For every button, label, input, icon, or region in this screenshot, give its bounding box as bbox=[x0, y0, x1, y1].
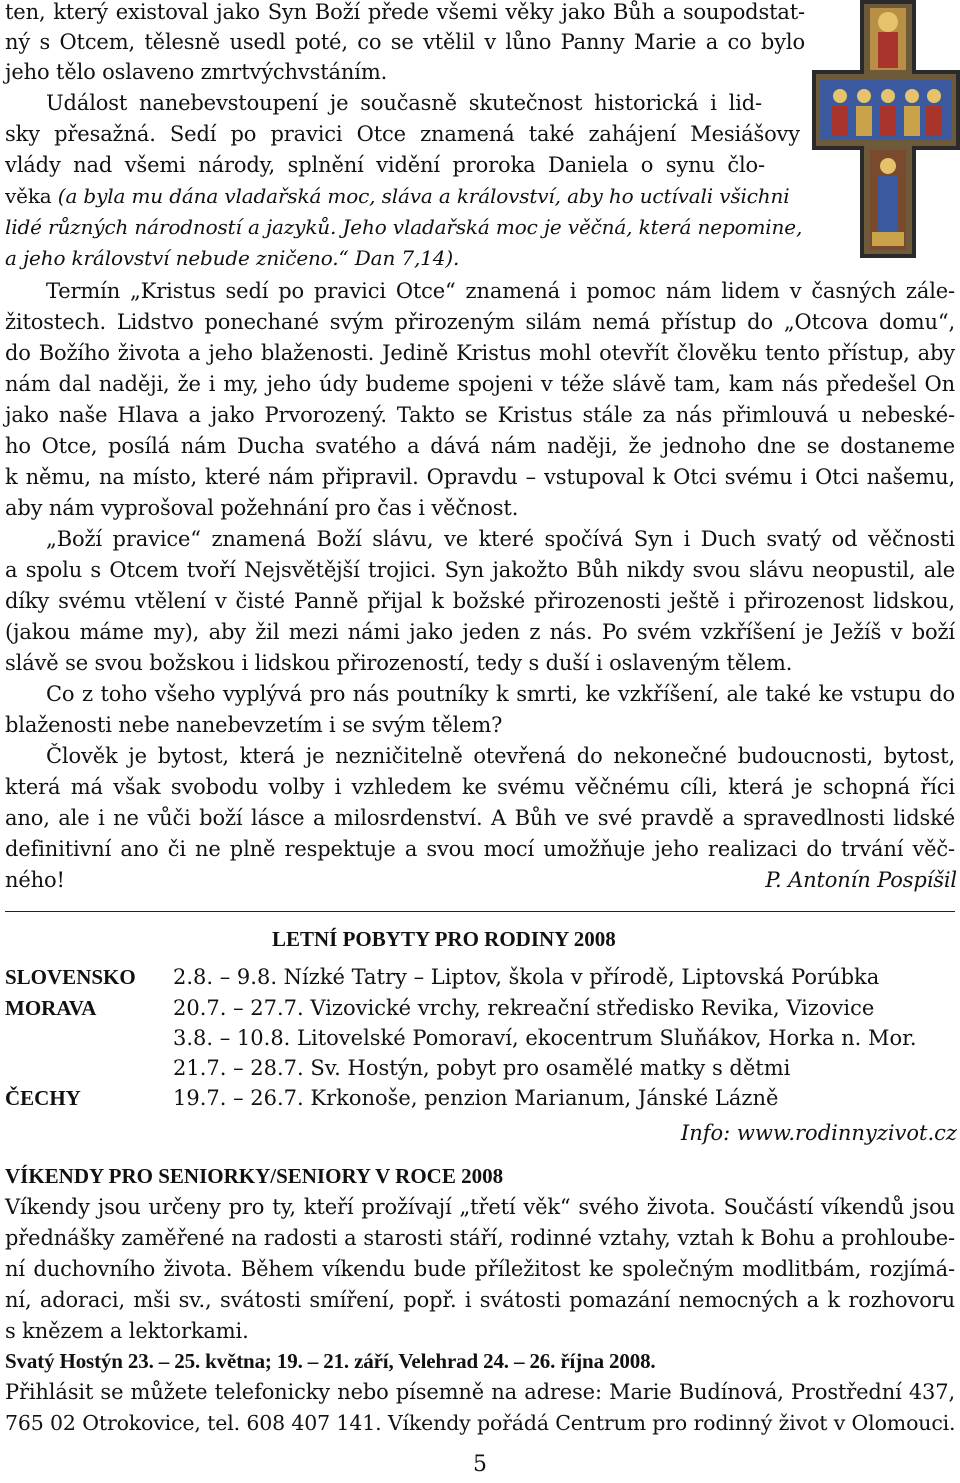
text-fragment: věka bbox=[5, 184, 58, 208]
text-line: Přihlásit se můžete telefonicky nebo písemně na adrese: Marie Budínová, Prostřední 437, bbox=[5, 1380, 955, 1404]
text-line: vlády nad všemi národy, splnění vidění proroka Daniela o synu člo- bbox=[5, 153, 765, 177]
stay-row: 19.7. – 26.7. Krkonoše, penzion Marianum, Jánské Lázně bbox=[173, 1086, 779, 1110]
text-line: a spolu s Otcem tvoří Nejsvětější trojici. Syn jakožto Bůh nikdy svou slávu neopustil, ale bbox=[5, 558, 955, 582]
text-line: blaženosti nebe nanebevzetím i se svým tělem? bbox=[5, 713, 503, 737]
seniors-title: VÍKENDY PRO SENIORKY/SENIORY V ROCE 2008 bbox=[5, 1164, 504, 1188]
text-line: přednášky zaměřené na radosti a starosti stáří, rodinné vztahy, vztah k Bohu a prohloube- bbox=[5, 1226, 955, 1250]
text-line: Co z toho všeho vyplývá pro nás poutníky k smrti, ke vzkříšení, ale také ke vstupu do bbox=[46, 682, 955, 706]
region-label: SLOVENSKO bbox=[5, 965, 136, 989]
info-link[interactable]: Info: www.rodinnyzivot.cz bbox=[680, 1121, 957, 1145]
text-line: nám dal naději, že i my, jeho údy budeme spojeni v téže slávě tam, kam nás předešel On bbox=[5, 372, 955, 396]
text-line: ný s Otcem, tělesně usedl poté, co se vtělil v lůno Panny Marie a co bylo bbox=[5, 30, 805, 54]
text-line: ano, ale i ne vůči boží lásce a milosrdenství. A Bůh ve své pravdě a spravedlnosti lidské bbox=[5, 806, 955, 830]
text-line: aby nám vyprošoval požehnání pro čas i věčnost. bbox=[5, 496, 519, 520]
text-line: Člověk je bytost, která je nezničitelně otevřená do nekonečné budoucnosti, bytost, bbox=[46, 744, 955, 768]
text-line: 765 02 Otrokovice, tel. 608 407 141. Víkendy pořádá Centrum pro rodinný život v Olomouci. bbox=[5, 1411, 956, 1435]
stay-row: 2.8. – 9.8. Nízké Tatry – Liptov, škola v přírodě, Liptovská Porúbka bbox=[173, 965, 880, 989]
text-line: Víkendy jsou určeny pro ty, kteří prožívají „třetí věk“ svého života. Součástí víkendů jsou bbox=[5, 1195, 955, 1219]
quote-line: a jeho království nebude zničeno.“ Dan 7,14). bbox=[5, 246, 460, 270]
seniors-dates: Svatý Hostýn 23. – 25. května; 19. – 21. září, Velehrad 24. – 26. října 2008. bbox=[5, 1349, 656, 1373]
text-line: „Boží pravice“ znamená Boží slávu, ve které spočívá Syn i Duch svatý od věčnosti bbox=[46, 527, 955, 551]
text-line: s knězem a lektorkami. bbox=[5, 1319, 249, 1343]
text-line: definitivní ano či ne plně respektuje a svou mocí umožňuje jeho realizaci do trvání věč- bbox=[5, 837, 955, 861]
text-line: sky přesažná. Sedí po pravici Otce znamená také zahájení Mesiášovy bbox=[5, 122, 800, 146]
text-line: ten, který existoval jako Syn Boží přede všemi věky jako Bůh a soupodstat- bbox=[5, 0, 805, 24]
section-divider bbox=[5, 911, 955, 912]
page-number: 5 bbox=[473, 1452, 487, 1477]
stay-row: 20.7. – 27.7. Vizovické vrchy, rekreační středisko Revika, Vizovice bbox=[173, 996, 875, 1020]
text-line: Událost nanebevstoupení je současně skutečnost historická i lid- bbox=[46, 91, 762, 115]
text-line: žitostech. Lidstvo ponechané svým přirozeným silám nemá přístup do „Otcova domu“, bbox=[5, 310, 955, 334]
text-line: do Božího života a jeho blaženosti. Jedině Kristus mohl otevřít člověku tento přístup, aby bbox=[5, 341, 955, 365]
text-line: ní duchovního života. Během víkendu bude příležitost ke společným modlitbám, rozjímá- bbox=[5, 1257, 955, 1281]
text-line: jako naše Hlava a jako Prvorozený. Takto se Kristus stále za nás přimlouvá u nebeské- bbox=[5, 403, 955, 427]
text-line: jeho tělo oslaveno zmrtvýchvstáním. bbox=[5, 60, 388, 84]
text-line: ní, adoraci, mši sv., svátosti smíření, popř. i svátosti pomazání nemocných a k rozhovoru bbox=[5, 1288, 955, 1312]
text-line: (jakou máme my), aby žil mezi námi jako jeden z nás. Po svém vzkříšení je Ježíš v boží bbox=[5, 620, 955, 644]
text-line: k němu, na místo, které nám připravil. Opravdu – vstupoval k Otci svému i Otci našemu, bbox=[5, 465, 955, 489]
stay-row: 3.8. – 10.8. Litovelské Pomoraví, ekocentrum Sluňákov, Horka n. Mor. bbox=[173, 1026, 917, 1050]
cross-illustration bbox=[812, 0, 960, 258]
summer-title: LETNÍ POBYTY PRO RODINY 2008 bbox=[272, 927, 616, 951]
region-label: ČECHY bbox=[5, 1086, 81, 1110]
author-signature: P. Antonín Pospíšil bbox=[765, 868, 957, 892]
stay-row: 21.7. – 28.7. Sv. Hostýn, pobyt pro osamělé matky s dětmi bbox=[173, 1056, 791, 1080]
quote-fragment: (a byla mu dána vladařská moc, sláva a království, aby ho uctívali všichni bbox=[57, 184, 790, 208]
text-line: která má však svobodu volby i vzhledem ke svému věčnému cíli, která je schopná říci bbox=[5, 775, 955, 799]
quote-line: lidé různých národností a jazyků. Jeho vladařská moc je věčná, která nepomine, bbox=[5, 215, 803, 239]
text-line: Termín „Kristus sedí po pravici Otce“ znamená i pomoc nám lidem v časných zále- bbox=[46, 279, 955, 303]
text-line: ného! bbox=[5, 868, 65, 892]
region-label: MORAVA bbox=[5, 996, 97, 1020]
text-line: slávě se svou božskou i lidskou přirozeností, tedy s duší i oslaveným tělem. bbox=[5, 651, 793, 675]
text-line bbox=[5, 181, 805, 211]
text-line: ho Otce, posílá nám Ducha svatého a dává nám naději, že jednoho dne se dostaneme bbox=[5, 434, 955, 458]
cross-shape bbox=[812, 0, 960, 258]
text-line: díky svému vtělení v čisté Panně přijal k božské přirozenosti ještě i přirozenost lidskou, bbox=[5, 589, 955, 613]
